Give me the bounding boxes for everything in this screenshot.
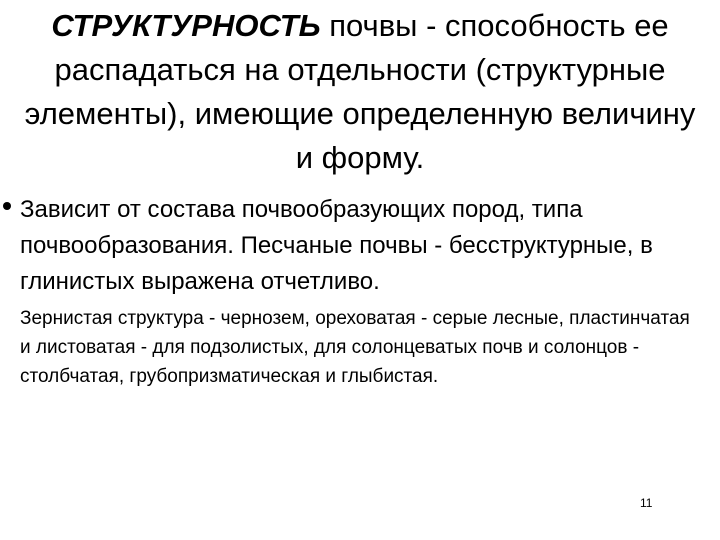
structure-types-text: Зернистая структура - чернозем, ореховатая - серые лесные, пластинчатая и листоватая - для подзолистых, для солонцеватых почв и солонцов - столбчатая, грубопризматическая и глыбистая. [20, 308, 690, 387]
title-definition: почвы - способность ее распадаться на отдельности (структурные элементы), имеющие определенную величину и форму. [24, 8, 696, 175]
slide-title [14, 4, 706, 180]
slide-number: 11 [640, 496, 653, 510]
bullet-item [0, 192, 720, 300]
bullet-text: Зависит от состава почвообразующих пород, типа почвообразования. Песчаные почвы - бесструктурные, в глинистых выражена отчетливо. [20, 196, 653, 295]
slide-body [0, 192, 720, 391]
bullet-dot-icon [3, 202, 11, 210]
title-term: СТРУКТУРНОСТЬ [51, 8, 321, 43]
